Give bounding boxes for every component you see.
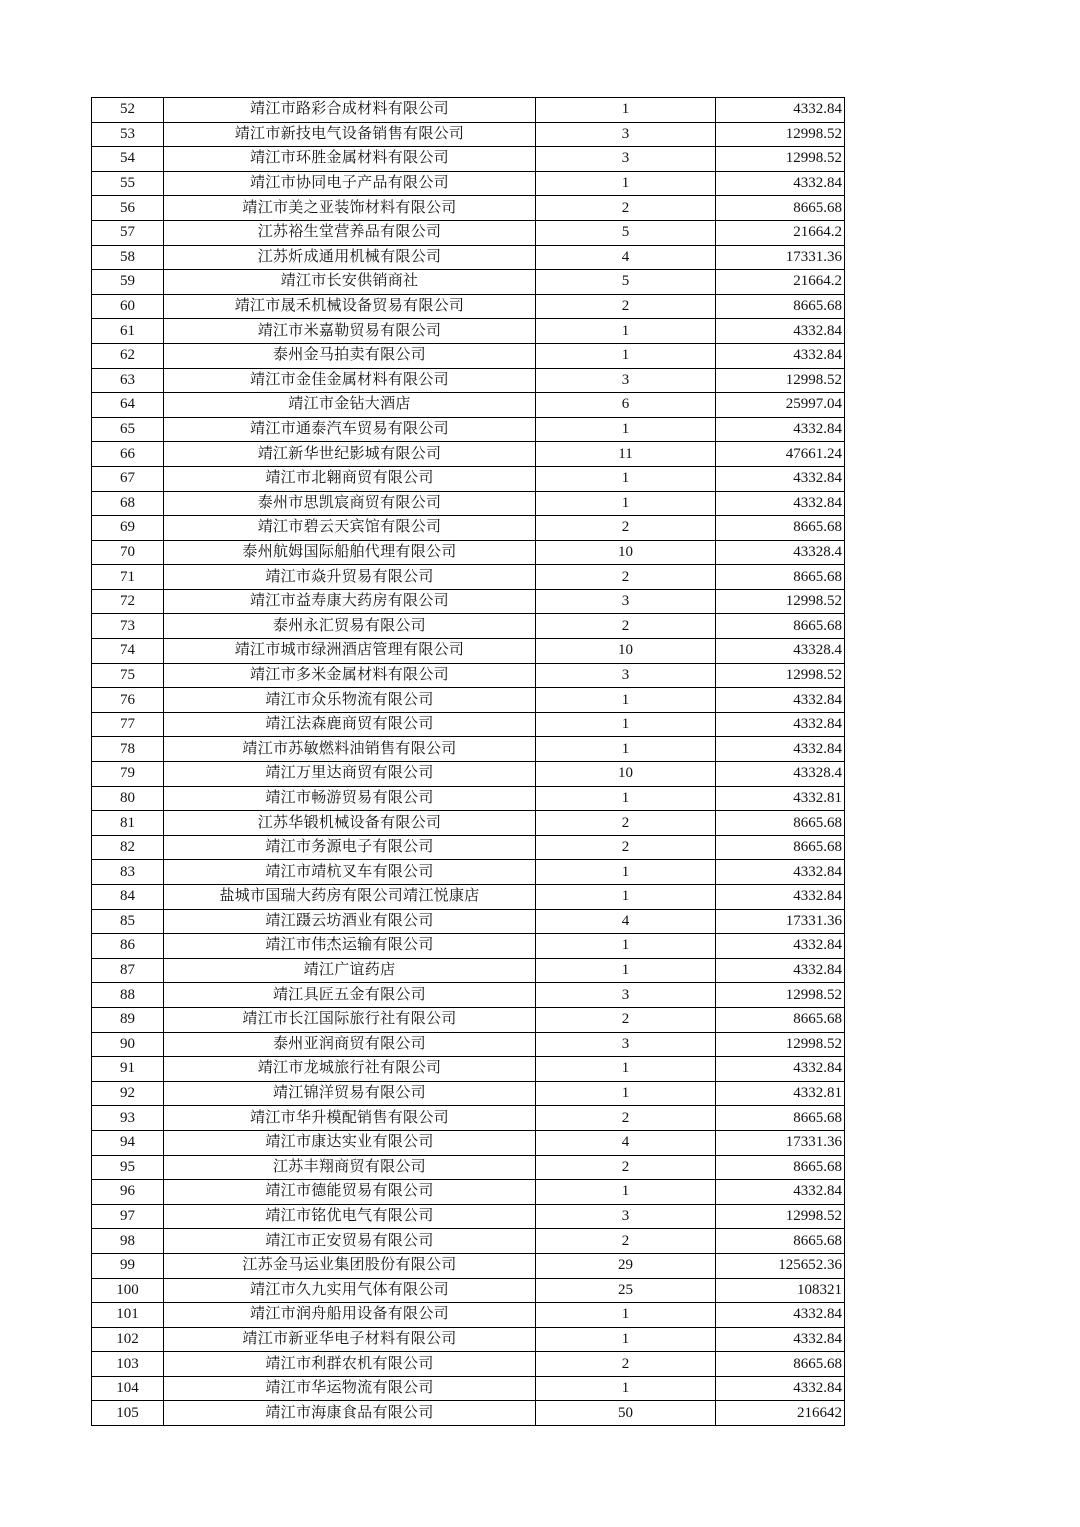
company-name-cell: 泰州航姆国际船舶代理有限公司 [164, 540, 536, 565]
amount-cell: 43328.4 [716, 762, 845, 787]
table-row [92, 196, 845, 221]
table-row [92, 1130, 845, 1155]
company-name-cell: 靖江新华世纪影城有限公司 [164, 442, 536, 467]
table-row [92, 737, 845, 762]
count-cell: 3 [536, 1204, 716, 1229]
company-name-cell: 靖江市路彩合成材料有限公司 [164, 98, 536, 123]
count-cell: 1 [536, 885, 716, 910]
count-cell: 2 [536, 1106, 716, 1131]
table-body [92, 98, 845, 1426]
row-number-cell: 74 [92, 639, 164, 664]
company-name-cell: 靖江市协同电子产品有限公司 [164, 171, 536, 196]
count-cell: 2 [536, 1229, 716, 1254]
row-number-cell: 96 [92, 1180, 164, 1205]
amount-cell: 17331.36 [716, 245, 845, 270]
count-cell: 1 [536, 171, 716, 196]
company-name-cell: 靖江具匠五金有限公司 [164, 983, 536, 1008]
company-name-cell: 泰州亚润商贸有限公司 [164, 1032, 536, 1057]
table-row [92, 1007, 845, 1032]
row-number-cell: 54 [92, 147, 164, 172]
count-cell: 10 [536, 639, 716, 664]
row-number-cell: 94 [92, 1130, 164, 1155]
row-number-cell: 102 [92, 1327, 164, 1352]
company-name-cell: 江苏华锻机械设备有限公司 [164, 811, 536, 836]
table-row [92, 1253, 845, 1278]
company-name-cell: 靖江市城市绿洲酒店管理有限公司 [164, 639, 536, 664]
table-row [92, 368, 845, 393]
table-row [92, 565, 845, 590]
company-name-cell: 靖江市北翱商贸有限公司 [164, 466, 536, 491]
amount-cell: 8665.68 [716, 294, 845, 319]
table-row [92, 614, 845, 639]
company-name-cell: 泰州永汇贸易有限公司 [164, 614, 536, 639]
table-row [92, 98, 845, 123]
count-cell: 3 [536, 663, 716, 688]
company-name-cell: 靖江市新技电气设备销售有限公司 [164, 122, 536, 147]
count-cell: 3 [536, 589, 716, 614]
count-cell: 1 [536, 688, 716, 713]
amount-cell: 8665.68 [716, 1007, 845, 1032]
count-cell: 1 [536, 1327, 716, 1352]
row-number-cell: 58 [92, 245, 164, 270]
count-cell: 2 [536, 1155, 716, 1180]
count-cell: 2 [536, 835, 716, 860]
count-cell: 3 [536, 122, 716, 147]
company-name-cell: 靖江市苏敏燃料油销售有限公司 [164, 737, 536, 762]
row-number-cell: 59 [92, 270, 164, 295]
amount-cell: 4332.84 [716, 1057, 845, 1082]
amount-cell: 4332.84 [716, 319, 845, 344]
row-number-cell: 71 [92, 565, 164, 590]
table-row [92, 983, 845, 1008]
row-number-cell: 52 [92, 98, 164, 123]
row-number-cell: 80 [92, 786, 164, 811]
count-cell: 1 [536, 860, 716, 885]
company-name-cell: 江苏裕生堂营养品有限公司 [164, 220, 536, 245]
company-name-cell: 靖江市通泰汽车贸易有限公司 [164, 417, 536, 442]
company-name-cell: 靖江市正安贸易有限公司 [164, 1229, 536, 1254]
table-row [92, 516, 845, 541]
amount-cell: 4332.84 [716, 860, 845, 885]
table-row [92, 417, 845, 442]
table-row [92, 1081, 845, 1106]
count-cell: 4 [536, 245, 716, 270]
count-cell: 2 [536, 196, 716, 221]
row-number-cell: 61 [92, 319, 164, 344]
company-name-cell: 泰州金马拍卖有限公司 [164, 343, 536, 368]
table-row [92, 540, 845, 565]
amount-cell: 4332.84 [716, 688, 845, 713]
amount-cell: 8665.68 [716, 835, 845, 860]
company-name-cell: 靖江市伟杰运输有限公司 [164, 934, 536, 959]
row-number-cell: 85 [92, 909, 164, 934]
count-cell: 2 [536, 565, 716, 590]
row-number-cell: 99 [92, 1253, 164, 1278]
row-number-cell: 87 [92, 958, 164, 983]
row-number-cell: 89 [92, 1007, 164, 1032]
count-cell: 1 [536, 319, 716, 344]
count-cell: 2 [536, 294, 716, 319]
row-number-cell: 101 [92, 1303, 164, 1328]
table-row [92, 1204, 845, 1229]
amount-cell: 4332.84 [716, 171, 845, 196]
company-name-cell: 靖江市德能贸易有限公司 [164, 1180, 536, 1205]
table-row [92, 1352, 845, 1377]
amount-cell: 4332.84 [716, 343, 845, 368]
table-row [92, 934, 845, 959]
amount-cell: 12998.52 [716, 1032, 845, 1057]
company-name-cell: 靖江市润舟船用设备有限公司 [164, 1303, 536, 1328]
company-name-cell: 靖江市晟禾机械设备贸易有限公司 [164, 294, 536, 319]
row-number-cell: 70 [92, 540, 164, 565]
count-cell: 3 [536, 1032, 716, 1057]
amount-cell: 12998.52 [716, 122, 845, 147]
count-cell: 1 [536, 466, 716, 491]
row-number-cell: 98 [92, 1229, 164, 1254]
count-cell: 1 [536, 786, 716, 811]
amount-cell: 8665.68 [716, 516, 845, 541]
company-name-cell: 靖江市金钻大酒店 [164, 393, 536, 418]
table-row [92, 1278, 845, 1303]
company-name-cell: 靖江市铭优电气有限公司 [164, 1204, 536, 1229]
table-row [92, 639, 845, 664]
company-name-cell: 靖江市靖杭叉车有限公司 [164, 860, 536, 885]
table-row [92, 491, 845, 516]
amount-cell: 47661.24 [716, 442, 845, 467]
company-name-cell: 靖江市长江国际旅行社有限公司 [164, 1007, 536, 1032]
row-number-cell: 53 [92, 122, 164, 147]
table-row [92, 220, 845, 245]
row-number-cell: 63 [92, 368, 164, 393]
count-cell: 1 [536, 1376, 716, 1401]
table-row [92, 1032, 845, 1057]
row-number-cell: 92 [92, 1081, 164, 1106]
company-name-cell: 靖江市畅游贸易有限公司 [164, 786, 536, 811]
amount-cell: 108321 [716, 1278, 845, 1303]
amount-cell: 12998.52 [716, 589, 845, 614]
row-number-cell: 75 [92, 663, 164, 688]
company-name-cell: 靖江市碧云天宾馆有限公司 [164, 516, 536, 541]
company-name-cell: 靖江蹑云坊酒业有限公司 [164, 909, 536, 934]
table-row [92, 1327, 845, 1352]
amount-cell: 12998.52 [716, 1204, 845, 1229]
amount-cell: 8665.68 [716, 1229, 845, 1254]
table-row [92, 1303, 845, 1328]
amount-cell: 12998.52 [716, 663, 845, 688]
amount-cell: 8665.68 [716, 811, 845, 836]
table-row [92, 343, 845, 368]
company-name-cell: 靖江市久九实用气体有限公司 [164, 1278, 536, 1303]
company-name-cell: 靖江市务源电子有限公司 [164, 835, 536, 860]
table-row [92, 294, 845, 319]
count-cell: 1 [536, 958, 716, 983]
count-cell: 1 [536, 417, 716, 442]
amount-cell: 4332.84 [716, 417, 845, 442]
row-number-cell: 81 [92, 811, 164, 836]
company-name-cell: 靖江市金佳金属材料有限公司 [164, 368, 536, 393]
table-row [92, 270, 845, 295]
amount-cell: 4332.84 [716, 934, 845, 959]
company-name-cell: 靖江锦洋贸易有限公司 [164, 1081, 536, 1106]
company-name-cell: 靖江市焱升贸易有限公司 [164, 565, 536, 590]
row-number-cell: 82 [92, 835, 164, 860]
count-cell: 3 [536, 368, 716, 393]
amount-cell: 4332.84 [716, 885, 845, 910]
count-cell: 3 [536, 147, 716, 172]
company-name-cell: 靖江市多米金属材料有限公司 [164, 663, 536, 688]
row-number-cell: 79 [92, 762, 164, 787]
company-name-cell: 江苏炘成通用机械有限公司 [164, 245, 536, 270]
amount-cell: 21664.2 [716, 270, 845, 295]
amount-cell: 43328.4 [716, 639, 845, 664]
amount-cell: 17331.36 [716, 909, 845, 934]
row-number-cell: 57 [92, 220, 164, 245]
count-cell: 11 [536, 442, 716, 467]
company-name-cell: 靖江万里达商贸有限公司 [164, 762, 536, 787]
table-row [92, 786, 845, 811]
table-row [92, 1376, 845, 1401]
count-cell: 5 [536, 270, 716, 295]
table-row [92, 762, 845, 787]
amount-cell: 8665.68 [716, 565, 845, 590]
company-name-cell: 靖江广谊药店 [164, 958, 536, 983]
amount-cell: 4332.84 [716, 958, 845, 983]
amount-cell: 4332.84 [716, 98, 845, 123]
table-row [92, 909, 845, 934]
table-row [92, 466, 845, 491]
table-row [92, 171, 845, 196]
row-number-cell: 91 [92, 1057, 164, 1082]
amount-cell: 8665.68 [716, 1155, 845, 1180]
table-row [92, 885, 845, 910]
count-cell: 29 [536, 1253, 716, 1278]
count-cell: 2 [536, 1352, 716, 1377]
row-number-cell: 88 [92, 983, 164, 1008]
amount-cell: 8665.68 [716, 1106, 845, 1131]
amount-cell: 4332.84 [716, 491, 845, 516]
count-cell: 2 [536, 1007, 716, 1032]
amount-cell: 25997.04 [716, 393, 845, 418]
amount-cell: 4332.84 [716, 1180, 845, 1205]
amount-cell: 21664.2 [716, 220, 845, 245]
row-number-cell: 69 [92, 516, 164, 541]
company-name-cell: 靖江市长安供销商社 [164, 270, 536, 295]
row-number-cell: 73 [92, 614, 164, 639]
row-number-cell: 86 [92, 934, 164, 959]
amount-cell: 4332.84 [716, 712, 845, 737]
amount-cell: 4332.84 [716, 466, 845, 491]
row-number-cell: 83 [92, 860, 164, 885]
table-row [92, 245, 845, 270]
count-cell: 1 [536, 737, 716, 762]
table-row [92, 1155, 845, 1180]
row-number-cell: 76 [92, 688, 164, 713]
count-cell: 1 [536, 1057, 716, 1082]
table-row [92, 860, 845, 885]
table-row [92, 1106, 845, 1131]
count-cell: 1 [536, 1081, 716, 1106]
company-name-cell: 靖江市美之亚装饰材料有限公司 [164, 196, 536, 221]
amount-cell: 4332.81 [716, 786, 845, 811]
row-number-cell: 90 [92, 1032, 164, 1057]
amount-cell: 216642 [716, 1401, 845, 1426]
row-number-cell: 68 [92, 491, 164, 516]
row-number-cell: 72 [92, 589, 164, 614]
count-cell: 2 [536, 614, 716, 639]
company-name-cell: 靖江市利群农机有限公司 [164, 1352, 536, 1377]
table-row [92, 1401, 845, 1426]
company-name-cell: 靖江市龙城旅行社有限公司 [164, 1057, 536, 1082]
row-number-cell: 65 [92, 417, 164, 442]
row-number-cell: 97 [92, 1204, 164, 1229]
amount-cell: 12998.52 [716, 147, 845, 172]
row-number-cell: 93 [92, 1106, 164, 1131]
company-name-cell: 靖江市众乐物流有限公司 [164, 688, 536, 713]
company-table [91, 97, 845, 1426]
amount-cell: 17331.36 [716, 1130, 845, 1155]
amount-cell: 4332.84 [716, 1376, 845, 1401]
table-row [92, 1180, 845, 1205]
table-row [92, 1229, 845, 1254]
amount-cell: 12998.52 [716, 983, 845, 1008]
company-name-cell: 江苏丰翔商贸有限公司 [164, 1155, 536, 1180]
row-number-cell: 77 [92, 712, 164, 737]
company-name-cell: 靖江市华升模配销售有限公司 [164, 1106, 536, 1131]
amount-cell: 43328.4 [716, 540, 845, 565]
company-name-cell: 靖江市康达实业有限公司 [164, 1130, 536, 1155]
company-name-cell: 靖江市华运物流有限公司 [164, 1376, 536, 1401]
company-name-cell: 靖江法森鹿商贸有限公司 [164, 712, 536, 737]
count-cell: 2 [536, 516, 716, 541]
company-name-cell: 靖江市益寿康大药房有限公司 [164, 589, 536, 614]
count-cell: 3 [536, 983, 716, 1008]
count-cell: 1 [536, 1303, 716, 1328]
amount-cell: 4332.84 [716, 1303, 845, 1328]
table-row [92, 811, 845, 836]
table-row [92, 835, 845, 860]
row-number-cell: 100 [92, 1278, 164, 1303]
table-row [92, 319, 845, 344]
row-number-cell: 62 [92, 343, 164, 368]
amount-cell: 12998.52 [716, 368, 845, 393]
count-cell: 1 [536, 343, 716, 368]
amount-cell: 4332.81 [716, 1081, 845, 1106]
table-row [92, 663, 845, 688]
amount-cell: 4332.84 [716, 1327, 845, 1352]
row-number-cell: 103 [92, 1352, 164, 1377]
amount-cell: 8665.68 [716, 196, 845, 221]
company-name-cell: 江苏金马运业集团股份有限公司 [164, 1253, 536, 1278]
amount-cell: 8665.68 [716, 614, 845, 639]
row-number-cell: 104 [92, 1376, 164, 1401]
row-number-cell: 95 [92, 1155, 164, 1180]
amount-cell: 125652.36 [716, 1253, 845, 1278]
row-number-cell: 56 [92, 196, 164, 221]
document-page [91, 97, 844, 1426]
count-cell: 1 [536, 1180, 716, 1205]
company-name-cell: 靖江市海康食品有限公司 [164, 1401, 536, 1426]
count-cell: 1 [536, 98, 716, 123]
count-cell: 5 [536, 220, 716, 245]
row-number-cell: 78 [92, 737, 164, 762]
company-name-cell: 盐城市国瑞大药房有限公司靖江悦康店 [164, 885, 536, 910]
table-row [92, 442, 845, 467]
company-name-cell: 靖江市环胜金属材料有限公司 [164, 147, 536, 172]
row-number-cell: 84 [92, 885, 164, 910]
row-number-cell: 64 [92, 393, 164, 418]
count-cell: 4 [536, 1130, 716, 1155]
count-cell: 6 [536, 393, 716, 418]
table-row [92, 688, 845, 713]
count-cell: 1 [536, 712, 716, 737]
count-cell: 4 [536, 909, 716, 934]
company-name-cell: 靖江市米嘉勒贸易有限公司 [164, 319, 536, 344]
table-row [92, 122, 845, 147]
table-row [92, 958, 845, 983]
count-cell: 25 [536, 1278, 716, 1303]
count-cell: 10 [536, 762, 716, 787]
row-number-cell: 60 [92, 294, 164, 319]
company-name-cell: 靖江市新亚华电子材料有限公司 [164, 1327, 536, 1352]
count-cell: 1 [536, 934, 716, 959]
table-row [92, 393, 845, 418]
count-cell: 2 [536, 811, 716, 836]
table-row [92, 147, 845, 172]
table-row [92, 589, 845, 614]
amount-cell: 4332.84 [716, 737, 845, 762]
count-cell: 10 [536, 540, 716, 565]
count-cell: 50 [536, 1401, 716, 1426]
amount-cell: 8665.68 [716, 1352, 845, 1377]
row-number-cell: 105 [92, 1401, 164, 1426]
row-number-cell: 66 [92, 442, 164, 467]
count-cell: 1 [536, 491, 716, 516]
table-row [92, 1057, 845, 1082]
row-number-cell: 67 [92, 466, 164, 491]
row-number-cell: 55 [92, 171, 164, 196]
company-name-cell: 泰州市思凯宸商贸有限公司 [164, 491, 536, 516]
table-row [92, 712, 845, 737]
